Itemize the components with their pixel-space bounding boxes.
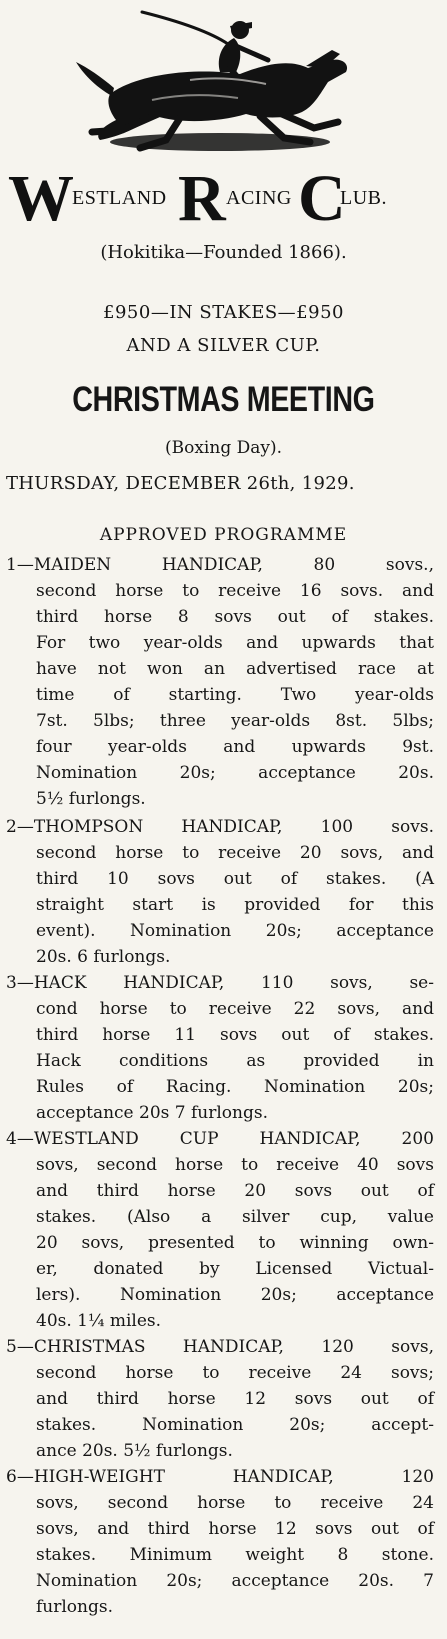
race-line: sovs, and third horse 12 sovs out of — [36, 1519, 434, 1539]
race-line: er, donated by Licensed Victual- — [36, 1259, 434, 1279]
race-line: Nomination 20s; acceptance 20s. — [36, 763, 434, 783]
race-line: For two year-olds and upwards that — [36, 633, 434, 653]
race-line: and third horse 20 sovs out of — [36, 1181, 434, 1201]
race-line: 5½ furlongs. — [36, 789, 146, 809]
race-line: have not won an advertised race at — [36, 659, 434, 679]
club-name — [0, 162, 447, 236]
club-name-word-1: ESTLAND — [72, 187, 167, 209]
race-line: 1—MAIDEN HANDICAP, 80 sovs., — [6, 555, 434, 575]
race-line: 20 sovs, presented to winning own- — [36, 1233, 434, 1253]
club-name-word-3: LUB. — [340, 187, 387, 209]
race-line: ance 20s. 5½ furlongs. — [36, 1441, 233, 1461]
club-name-initial-2: R — [178, 162, 226, 235]
meeting-date: THURSDAY, DECEMBER 26th, 1929. — [6, 473, 355, 494]
race-line: 5—CHRISTMAS HANDICAP, 120 sovs, — [6, 1337, 434, 1357]
race-line: 40s. 1¼ miles. — [36, 1311, 162, 1331]
stakes-line: £950—IN STAKES—£950 — [103, 302, 344, 323]
race-line: 7st. 5lbs; three year-olds 8st. 5lbs; — [36, 711, 434, 731]
race-line: cond horse to receive 22 sovs, and — [36, 999, 434, 1019]
race-line: 6—HIGH-WEIGHT HANDICAP, 120 — [6, 1467, 434, 1487]
race-line: acceptance 20s 7 furlongs. — [36, 1103, 268, 1123]
club-name-initial-3: C — [298, 162, 346, 235]
race-line: lers). Nomination 20s; acceptance — [36, 1285, 434, 1305]
race-line: time of starting. Two year-olds — [36, 685, 434, 705]
race-line: stakes. (Also a silver cup, value — [36, 1207, 434, 1227]
race-line: 4—WESTLAND CUP HANDICAP, 200 — [6, 1129, 434, 1149]
race-line: Rules of Racing. Nomination 20s; — [36, 1077, 434, 1097]
race-line: Hack conditions as provided in — [36, 1051, 434, 1071]
race-line: sovs, second horse to receive 40 sovs — [36, 1155, 434, 1175]
race-line: and third horse 12 sovs out of — [36, 1389, 434, 1409]
race-line: second horse to receive 24 sovs; — [36, 1363, 434, 1383]
race-line: stakes. Nomination 20s; accept- — [36, 1415, 434, 1435]
race-line: sovs, second horse to receive 24 — [36, 1493, 434, 1513]
programme-heading: APPROVED PROGRAMME — [99, 525, 348, 545]
racehorse-jockey-illustration — [70, 2, 370, 162]
race-line: 3—HACK HANDICAP, 110 sovs, se- — [6, 973, 434, 993]
club-name-initial-1: W — [8, 162, 74, 235]
race-line: furlongs. — [36, 1597, 113, 1617]
race-line: Nomination 20s; acceptance 20s. 7 — [36, 1571, 434, 1591]
race-line: third 10 sovs out of stakes. (A — [36, 869, 434, 889]
race-line: third horse 8 sovs out of stakes. — [36, 607, 434, 627]
silver-cup-line: AND A SILVER CUP. — [126, 335, 321, 356]
founded-note: (Hokitika—Founded 1866). — [100, 242, 347, 263]
race-line: 20s. 6 furlongs. — [36, 947, 171, 967]
race-line: second horse to receive 16 sovs. and — [36, 581, 434, 601]
race-line: second horse to receive 20 sovs, and — [36, 843, 434, 863]
race-line: four year-olds and upwards 9st. — [36, 737, 434, 757]
meeting-title: CHRISTMAS MEETING — [72, 380, 375, 419]
race-line: third horse 11 sovs out of stakes. — [36, 1025, 434, 1045]
race-line: 2—THOMPSON HANDICAP, 100 sovs. — [6, 817, 434, 837]
club-name-word-2: ACING — [226, 187, 292, 209]
race-line: stakes. Minimum weight 8 stone. — [36, 1545, 434, 1565]
meeting-day: (Boxing Day). — [164, 438, 283, 458]
race-line: straight start is provided for this — [36, 895, 434, 915]
race-line: event). Nomination 20s; acceptance — [36, 921, 434, 941]
